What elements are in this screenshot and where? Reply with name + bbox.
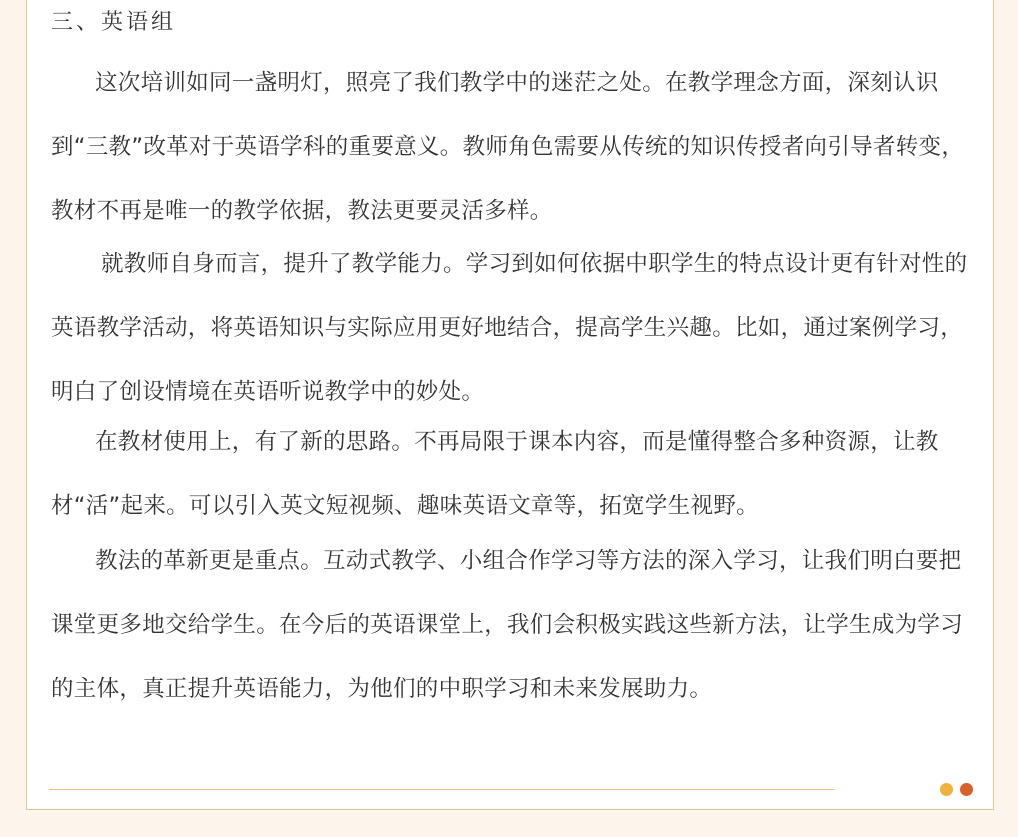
paragraph-training-insight: 这次培训如同一盏明灯，照亮了我们教学中的迷茫之处。在教学理念方面，深刻认识到“三教”改革对于英语学科的重要意义。教师角色需要从传统的知识传授者向引导者转变，教材不再是唯一的教学依据，教法更要灵活多样。 [51,70,965,224]
paragraph-teacher-ability: 就教师自身而言，提升了教学能力。学习到如何依据中职学生的特点设计更有针对性的英语教学活动，将英语知识与实际应用更好地结合，提高学生兴趣。比如，通过案例学习，明白了创设情境在英语听说教学中的妙处。 [51,251,968,405]
decorative-dot-orange [940,783,953,796]
paragraph-textbook-usage: 在教材使用上，有了新的思路。不再局限于课本内容，而是懂得整合多种资源，让教材“活”起来。可以引入英文短视频、趣味英语文章等，拓宽学生视野。 [51,429,939,519]
decorative-dot-red [960,783,973,796]
article-card [26,0,994,810]
footer-divider [49,789,835,790]
section-heading: 三、英语组 [51,10,177,35]
paragraph-teaching-methods: 教法的革新更是重点。互动式教学、小组合作学习等方法的深入学习，让我们明白要把课堂更多地交给学生。在今后的英语课堂上，我们会积极实践这些新方法，让学生成为学习的主体，真正提升英语能力，为他们的中职学习和未来发展助力。 [51,548,964,702]
